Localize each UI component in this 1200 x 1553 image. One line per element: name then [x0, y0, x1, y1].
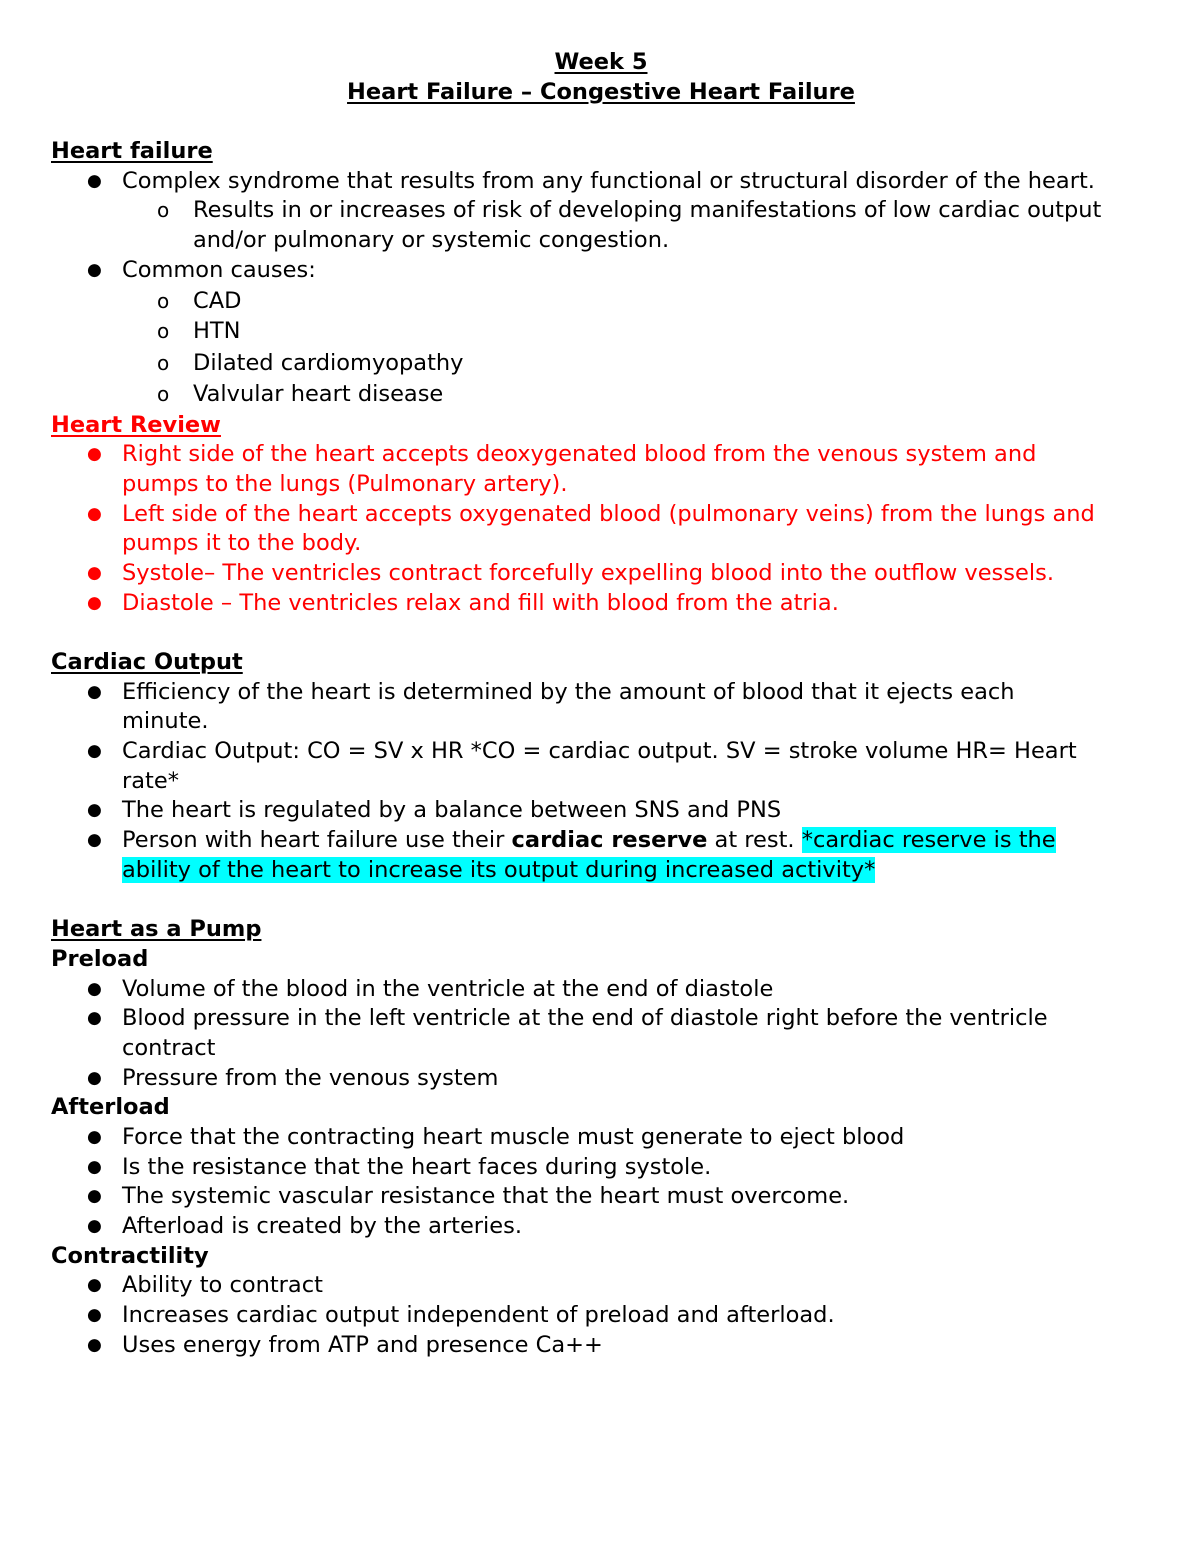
cause-item: o HTN — [51, 316, 1161, 347]
spacer — [51, 107, 1161, 137]
list-item: ● Left side of the heart accepts oxygenated blood (pulmonary veins) from the lungs and — [51, 500, 1161, 530]
heading-cardiac-output: Cardiac Output — [51, 649, 243, 675]
cause-item: o CAD — [51, 286, 1161, 317]
list-item-cardiac-reserve: ● Person with heart failure use their cardiac reserve at rest. *cardiac reserve is the — [51, 826, 1161, 856]
bullet-icon: ● — [87, 444, 102, 465]
bullet-icon: ● — [87, 978, 102, 999]
list-item: ● Right side of the heart accepts deoxygenated blood from the venous system and — [51, 440, 1161, 470]
list-item: ● Volume of the blood in the ventricle at the end of diastole — [51, 975, 1161, 1005]
page-subtitle: Heart Failure – Congestive Heart Failure — [347, 78, 855, 105]
bullet-icon: ● — [87, 681, 102, 702]
list-item: ● Pressure from the venous system — [51, 1064, 1161, 1094]
bullet-icon: ● — [87, 1216, 102, 1237]
bullet-icon: ● — [87, 259, 102, 280]
list-item: ● Blood pressure in the left ventricle at the end of diastole right before the ventricle — [51, 1004, 1161, 1034]
heading-heart-failure: Heart failure — [51, 138, 213, 165]
list-item: ● Cardiac Output: CO = SV x HR *CO = cardiac output. SV = stroke volume HR= Heart — [51, 737, 1161, 767]
bullet-icon: ● — [87, 1008, 102, 1029]
sub-bullet-icon: o — [157, 198, 170, 223]
sub-bullet-icon: o — [157, 319, 170, 343]
list-item: ● Diastole – The ventricles relax and fill with blood from the atria. — [51, 589, 1161, 619]
bullet-icon: ● — [87, 503, 102, 524]
cause-item: o Dilated cardiomyopathy — [51, 347, 1161, 380]
cause-item: o Valvular heart disease — [51, 379, 1161, 411]
bullet-icon: ● — [87, 1305, 102, 1326]
sub-list-item: o Results in or increases of risk of developing manifestations of low cardiac output — [51, 196, 1161, 226]
list-item: ● Systole– The ventricles contract forcefully expelling blood into the outflow vessels. — [51, 559, 1161, 589]
list-item-continued: pumps to the lungs (Pulmonary artery). — [122, 470, 568, 497]
list-item-continued: contract — [122, 1034, 216, 1061]
list-item: ● Increases cardiac output independent of preload and afterload. — [51, 1301, 1161, 1331]
bullet-icon: ● — [87, 1186, 102, 1207]
subheading-contractility: Contractility — [51, 1242, 209, 1269]
list-item: ● Complex syndrome that results from any functional or structural disorder of the heart. — [51, 167, 1161, 197]
cardiac-reserve-term: cardiac reserve — [511, 827, 708, 854]
subheading-afterload: Afterload — [51, 1094, 170, 1121]
bullet-icon: ● — [87, 830, 102, 851]
sub-bullet-icon: o — [157, 382, 170, 406]
sub-bullet-icon: o — [157, 350, 170, 375]
list-item: ● Is the resistance that the heart faces during systole. — [51, 1153, 1161, 1183]
bullet-icon: ● — [87, 741, 102, 762]
bullet-icon: ● — [87, 1127, 102, 1147]
list-item: ● Ability to contract — [51, 1271, 1161, 1301]
list-item-continued: minute. — [122, 708, 209, 735]
bullet-icon: ● — [87, 1275, 102, 1296]
sub-bullet-icon: o — [157, 288, 170, 313]
page-title: Week 5 — [554, 49, 648, 75]
list-item: ● Uses energy from ATP and presence Ca++ — [51, 1331, 1161, 1361]
bullet-icon: ● — [87, 170, 102, 191]
spacer — [51, 886, 1161, 916]
bullet-icon: ● — [87, 1334, 102, 1355]
bullet-icon: ● — [87, 592, 102, 613]
list-item: ● The heart is regulated by a balance between SNS and PNS — [51, 796, 1161, 826]
list-item: ● The systemic vascular resistance that the heart must overcome. — [51, 1182, 1161, 1212]
bullet-icon: ● — [87, 562, 102, 583]
list-item: ● Common causes: — [51, 256, 1161, 286]
list-item: ● Force that the contracting heart muscle must generate to eject blood — [51, 1123, 1161, 1153]
list-item-continued — [51, 856, 1161, 886]
highlighted-definition: ability of the heart to increase its output during increased activity* — [122, 856, 876, 883]
bullet-icon: ● — [87, 1156, 102, 1177]
bullet-icon: ● — [87, 1067, 102, 1088]
spacer — [51, 618, 1161, 648]
list-item-continued: pumps it to the body. — [122, 530, 362, 557]
subheading-preload: Preload — [51, 945, 149, 972]
highlighted-definition: *cardiac reserve is the — [801, 827, 1056, 854]
list-item-continued: rate* — [122, 767, 179, 794]
heading-heart-review: Heart Review — [51, 411, 221, 438]
document-page — [51, 48, 1161, 1361]
heading-heart-as-pump: Heart as a Pump — [51, 916, 262, 943]
list-item: ● Efficiency of the heart is determined by the amount of blood that it ejects each — [51, 678, 1161, 708]
sub-list-item-continued: and/or pulmonary or systemic congestion. — [193, 227, 670, 254]
bullet-icon: ● — [87, 800, 102, 821]
list-item: ● Afterload is created by the arteries. — [51, 1212, 1161, 1242]
